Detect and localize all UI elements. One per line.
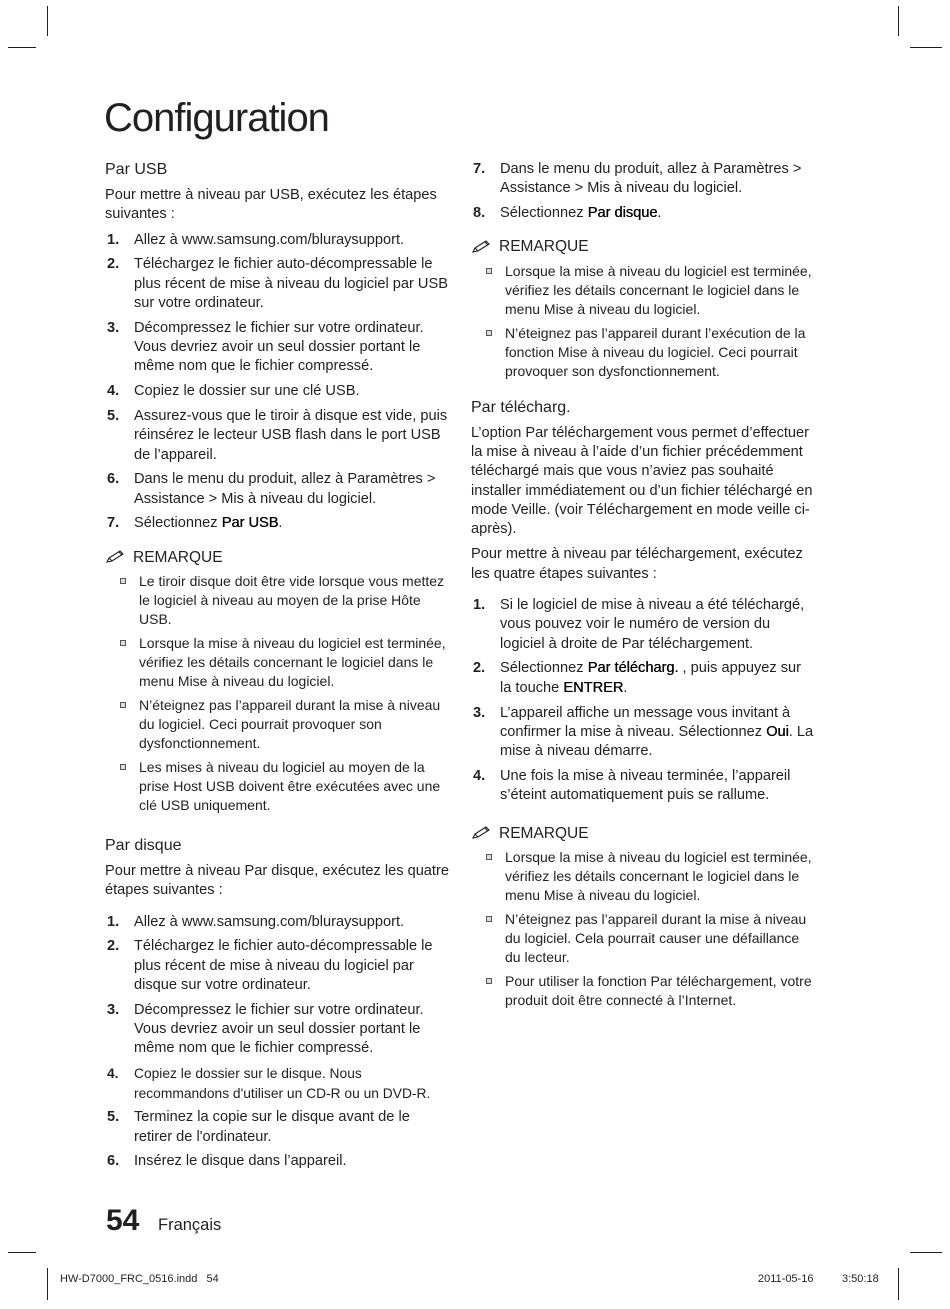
list-item: 8. Sélectionnez Par disque. — [473, 205, 662, 222]
section-heading-usb: Par USB — [105, 161, 168, 178]
crop-mark — [910, 47, 942, 48]
list-item: 3. Décompressez le fichier sur votre ordinateur. Vous devriez avoir un seul dossier portant le même nom que le fichier compressé. — [107, 1001, 424, 1057]
disc-steps — [105, 913, 450, 1172]
list-item: 3. Décompressez le fichier sur votre ordinateur. Vous devriez avoir un seul dossier portant le même nom que le fichier compressé. — [107, 319, 424, 375]
pencil-note-icon — [471, 239, 493, 255]
list-item: 4. Copiez le dossier sur le disque. Nous recommandons d'utiliser un CD-R ou un DVD-R. — [107, 1066, 431, 1101]
list-item: N’éteignez pas l’appareil durant l’exécution de la fonction Mise à niveau du logiciel. Ceci pourrait provoquer son dysfonctionnement. — [471, 324, 816, 381]
remark-heading: REMARQUE — [471, 237, 816, 256]
download-para2: Pour mettre à niveau par téléchargement, exécutez les quatre étapes suivantes : — [471, 546, 803, 582]
usb-intro: Pour mettre à niveau par USB, exécutez les étapes suivantes : — [105, 187, 437, 223]
list-item: 5. Terminez la copie sur le disque avant de le retirer de l'ordinateur. — [107, 1109, 410, 1145]
remark-heading: REMARQUE — [105, 548, 450, 567]
remark-heading: REMARQUE — [471, 824, 816, 843]
disc-steps-continued — [471, 160, 816, 223]
crop-mark — [8, 1252, 36, 1253]
right-column — [471, 160, 816, 1015]
footer-time: 3:50:18 — [842, 1273, 879, 1285]
list-item: 3. L’appareil affiche un message vous invitant à confirmer la mise à niveau. Sélectionnez Oui. La mise à niveau démarre. — [473, 704, 814, 760]
crop-mark — [8, 47, 36, 48]
list-item: 7. Dans le menu du produit, allez à Paramètres > Assistance > Mis à niveau du logiciel. — [473, 161, 802, 197]
list-item: 6. Dans le menu du produit, allez à Paramètres > Assistance > Mis à niveau du logiciel. — [107, 471, 436, 507]
disc-intro: Pour mettre à niveau Par disque, exécutez les quatre étapes suivantes : — [105, 863, 449, 899]
section-heading-download: Par télécharg. — [471, 398, 571, 416]
list-item: 5. Assurez-vous que le tiroir à disque est vide, puis réinsérez le lecteur USB flash dans le port USB de l’appareil. — [107, 407, 448, 463]
disc-notes — [471, 262, 816, 381]
crop-mark — [47, 1268, 48, 1300]
pencil-note-icon — [471, 825, 493, 841]
list-item: 2. Téléchargez le fichier auto-décompressable le plus récent de mise à niveau du logiciel par USB sur votre ordinateur. — [107, 256, 448, 311]
list-item: Le tiroir disque doit être vide lorsque vous mettez le logiciel à niveau au moyen de la prise Hôte USB. — [105, 572, 450, 629]
pencil-note-icon — [105, 549, 127, 565]
list-item: Les mises à niveau du logiciel au moyen de la prise Host USB doivent être exécutées avec une clé USB uniquement. — [105, 758, 450, 815]
usb-steps — [105, 231, 450, 534]
download-steps — [471, 596, 816, 805]
footer-date: 2011-05-16 — [758, 1273, 814, 1285]
list-item: 1. Allez à www.samsung.com/bluraysupport. — [107, 231, 405, 248]
list-item: 4. Une fois la mise à niveau terminée, l’appareil s’éteint automatiquement puis se rallume. — [473, 767, 791, 804]
footer-file: HW-D7000_FRC_0516.indd 54 — [60, 1273, 219, 1285]
list-item: Lorsque la mise à niveau du logiciel est terminée, vérifiez les détails concernant le logiciel dans le menu Mise à niveau du logiciel. — [471, 848, 816, 905]
page-title: Configuration — [104, 96, 329, 140]
list-item: Lorsque la mise à niveau du logiciel est terminée, vérifiez les détails concernant le logiciel dans le menu Mise à niveau du logiciel. — [105, 634, 450, 691]
list-item: 6. Insérez le disque dans l’appareil. — [107, 1153, 347, 1170]
download-notes — [471, 848, 816, 1010]
list-item: 4. Copiez le dossier sur une clé USB. — [107, 383, 360, 400]
crop-mark — [898, 6, 899, 36]
list-item: N’éteignez pas l’appareil durant la mise à niveau du logiciel. Cela pourrait causer une défaillance du lecteur. — [471, 910, 816, 967]
list-item: 2. Sélectionnez Par télécharg. , puis appuyez sur la touche ENTRER. — [473, 660, 801, 696]
crop-mark — [910, 1252, 942, 1253]
list-item: 1. Si le logiciel de mise à niveau a été téléchargé, vous pouvez voir le numéro de version du logiciel à droite de Par téléchargement. — [473, 597, 805, 652]
list-item: 2. Téléchargez le fichier auto-décompressable le plus récent de mise à niveau du logiciel par disque sur votre ordinateur. — [107, 938, 433, 994]
list-item: N’éteignez pas l’appareil durant la mise à niveau du logiciel. Ceci pourrait provoquer son dysfonctionnement. — [105, 696, 450, 753]
usb-notes — [105, 572, 450, 815]
left-column — [105, 160, 450, 1177]
list-item: Pour utiliser la fonction Par téléchargement, votre produit doit être connecté à l’Internet. — [471, 972, 816, 1010]
download-para1: L’option Par téléchargement vous permet d’effectuer la mise à niveau à l’aide d’un fichier précédemment téléchargé mais que vous n’aviez pas souhaité installer immédiatement ou d’un fichier téléchargé en mode Veille. (voir Téléchargement en mode veille ci-après). — [471, 424, 813, 538]
list-item: 1. Allez à www.samsung.com/bluraysupport. — [107, 913, 405, 930]
list-item: 7. Sélectionnez Par USB. — [107, 515, 283, 532]
page-number: 54 — [106, 1204, 140, 1237]
page-language: Français — [158, 1216, 222, 1234]
list-item: Lorsque la mise à niveau du logiciel est terminée, vérifiez les détails concernant le logiciel dans le menu Mise à niveau du logiciel. — [471, 262, 816, 319]
section-heading-disc: Par disque — [105, 837, 182, 855]
crop-mark — [898, 1268, 899, 1300]
crop-mark — [47, 6, 48, 36]
